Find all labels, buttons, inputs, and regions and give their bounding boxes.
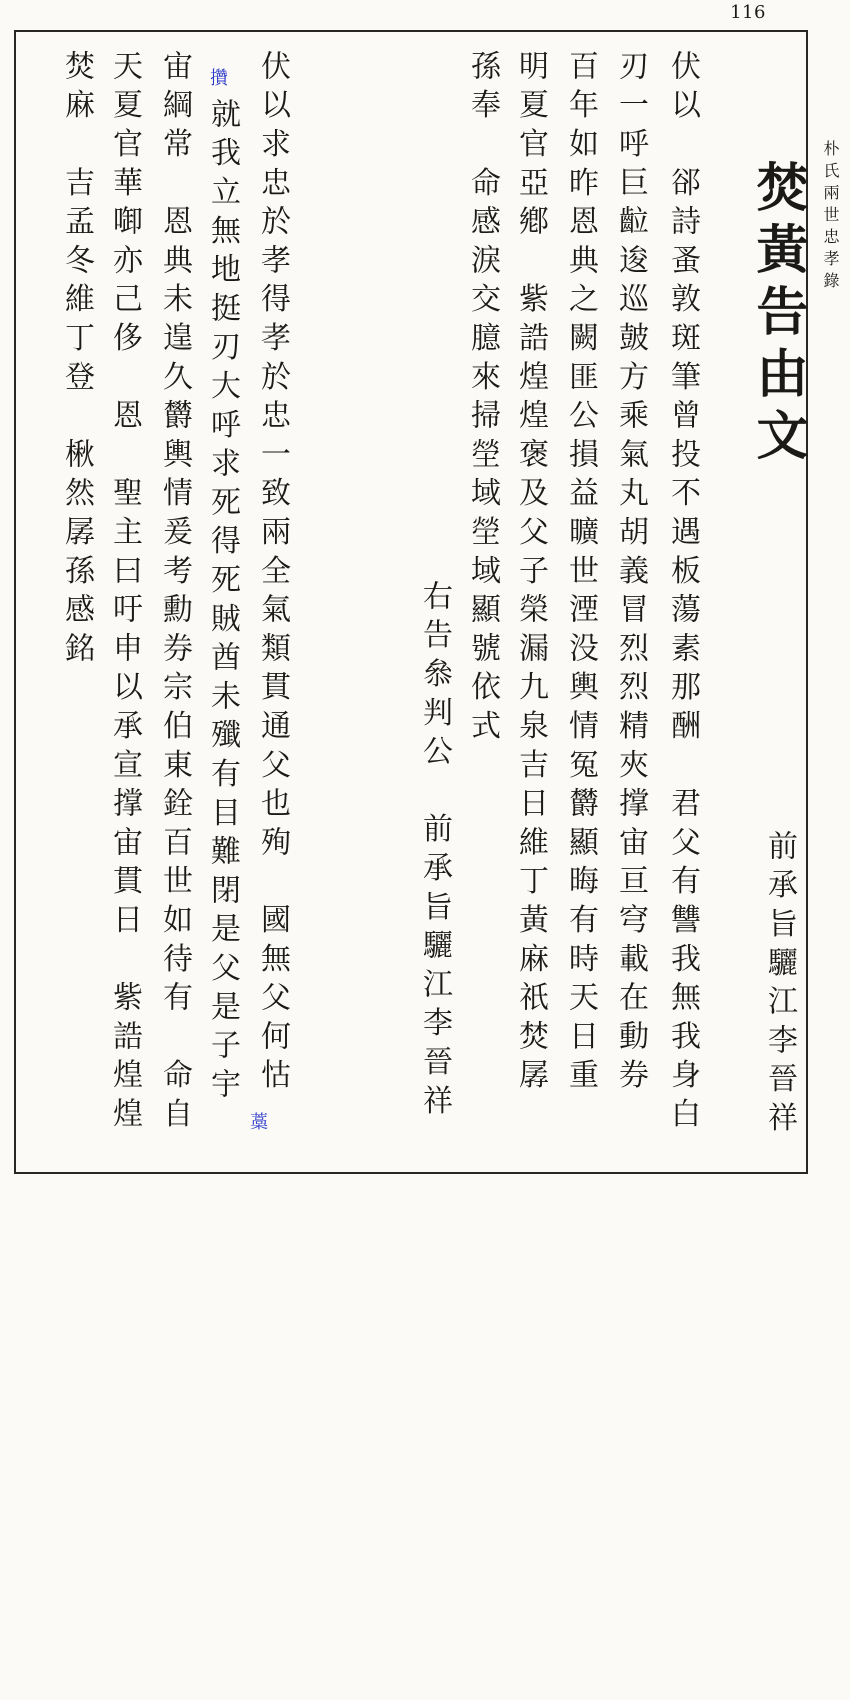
running-title: 朴氏兩世忠孝錄 (821, 140, 840, 294)
closing-line: 右告叅判公 前承旨驪江李晉祥 (417, 580, 452, 1124)
text-column-5: 孫奉 命感淚交臆來掃塋域塋域顯號依式 (465, 50, 500, 749)
annotation-bottom: 藁 (250, 1112, 268, 1133)
text-column-7: 伏以求忠於孝得孝於忠一致兩全氣類貫通父也殉 國無父何怙 (255, 50, 290, 1098)
text-column-8: 就我立無地挺刃大呼求死得死賊酋未殲有目難閉是父是子宇 (205, 98, 240, 1107)
text-column-1: 伏以 郤詩蚤敦斑筆曾投不遇板蕩素那酬 君父有讐我無我身白 (665, 50, 700, 1137)
text-column-2: 刃一呼巨䶘逡巡皷方乘氣丸胡義冒烈烈精夾撑宙亘穹載在動券 (613, 50, 648, 1098)
author-byline: 前承旨驪江李晉祥 (762, 830, 797, 1141)
page-number: 116 (730, 2, 766, 23)
text-column-11: 焚麻 吉孟冬維丁登 楸然孱孫感銘 (59, 50, 94, 671)
text-column-10: 天夏官華啣亦己侈 恩 聖主曰吁申以承宣撑宙貫日 紫誥煌煌 (107, 50, 142, 1137)
document-title: 焚黃告由文 (747, 160, 808, 470)
text-column-9: 宙綱常 恩典未遑久欝輿情爰考勳券宗伯東銓百世如待有 命自 (157, 50, 192, 1137)
text-column-3: 百年如昨恩典之闕匪公損益曠世湮没輿情冤欝顯晦有時天日重 (563, 50, 598, 1098)
text-column-4: 明夏官亞鄕 紫誥煌煌褒及父子榮漏九泉吉日維丁黃麻祇焚孱 (513, 50, 548, 1098)
annotation-top: 攢 (210, 68, 228, 89)
